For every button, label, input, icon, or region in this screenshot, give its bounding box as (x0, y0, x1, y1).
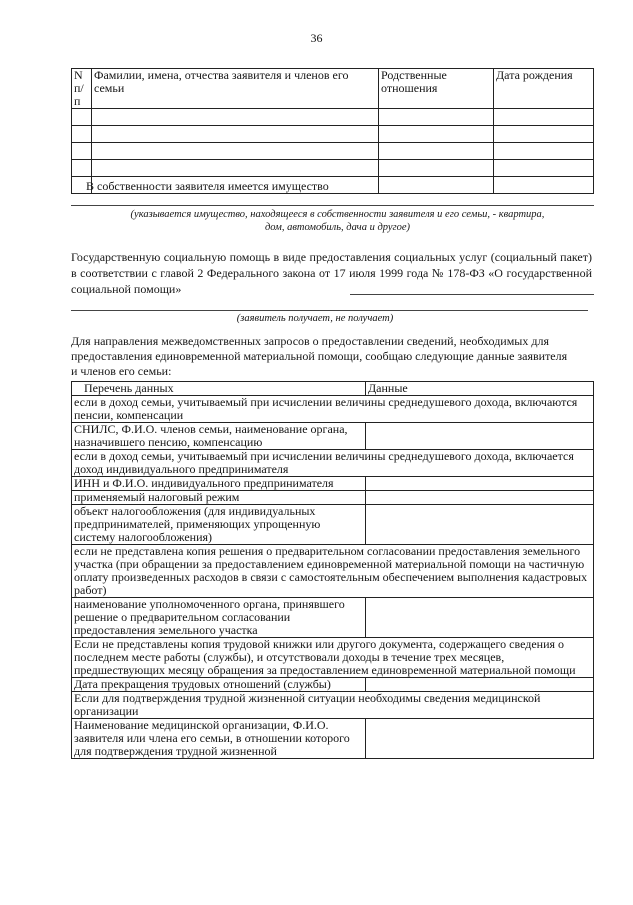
table-cell (92, 143, 379, 160)
table-header-row (72, 382, 594, 396)
property-note: (указывается имущество, находящееся в собственности заявителя и его семьи, - квартира, дом, автомобиль, дача и другое) (130, 209, 545, 233)
table-cell (494, 109, 594, 126)
table-row (72, 423, 594, 450)
table-cell (72, 143, 92, 160)
social-help-fill-line-2 (71, 310, 588, 311)
field-value (366, 505, 594, 545)
table-row (72, 678, 594, 692)
table-row (72, 160, 594, 177)
table-row (72, 477, 594, 491)
table-row (72, 396, 594, 423)
field-label: объект налогообложения (для индивидуальных предпринимателей, применяющих упрощенную систему налогообложения) (72, 505, 366, 545)
field-value (366, 491, 594, 505)
table-cell (494, 177, 594, 194)
section-cell: если в доход семьи, учитываемый при исчислении величины среднедушевого дохода, включаются пенсии, компенсации (72, 396, 594, 423)
table-cell (494, 143, 594, 160)
table-cell (379, 177, 494, 194)
family-members-table (71, 68, 594, 194)
social-help-text: Государственную социальную помощь в виде предоставления социальных услуг (социальный пакет) в соответствии с главой 2 Федерального закона от 17 июля 1999 года № 178-ФЗ «О государственной социальной помощи» (71, 250, 592, 296)
col-relation-header: Родственные отношения (379, 69, 494, 109)
table-cell (72, 160, 92, 177)
table-row (72, 109, 594, 126)
table-cell (494, 160, 594, 177)
table-header-row (72, 69, 594, 109)
table-row (72, 143, 594, 160)
section-cell: Если для подтверждения трудной жизненной ситуации необходимы сведения медицинской организации (72, 692, 594, 719)
col-number-header: N п/п (72, 69, 92, 109)
table-row (72, 491, 594, 505)
table-row (72, 126, 594, 143)
data-header: Данные (366, 382, 594, 396)
field-value (366, 719, 594, 759)
field-label: Наименование медицинской организации, Ф.И.О. заявителя или члена его семьи, в отношении которого для подтверждения трудной жизненной (72, 719, 366, 759)
table-cell (72, 126, 92, 143)
field-value (366, 477, 594, 491)
table-cell (379, 109, 494, 126)
table-cell (379, 143, 494, 160)
section-cell: Если не представлены копия трудовой книжки или другого документа, содержащего сведения о последнем месте работы (службы), и отсутствовали доходы в течение трех месяцев, предшествующих месяцу обращения за предоставлением единовременной материальной помощи (72, 638, 594, 678)
social-help-fill-line (350, 294, 594, 295)
interagency-text: Для направления межведомственных запросов о предоставлении сведений, необходимых для предоставления единовременной материальной помощи, сообщаю следующие данные заявителя и членов его семьи: (71, 334, 568, 378)
table-cell (379, 160, 494, 177)
property-fill-line (71, 205, 594, 206)
table-cell (92, 160, 379, 177)
section-cell: если в доход семьи, учитываемый при исчислении величины среднедушевого дохода, включается доход индивидуального предпринимателя (72, 450, 594, 477)
section-cell: если не представлена копия решения о предварительном согласовании предоставления земельного участка (при обращении за предоставлением единовременной материальной помощи на частичную оплату произведенных расходов в связи с самостоятельным обеспечением выполнения кадастровых работ) (72, 545, 594, 598)
field-label: Дата прекращения трудовых отношений (службы) (72, 678, 366, 692)
table-row (72, 638, 594, 678)
field-label: применяемый налоговый режим (72, 491, 366, 505)
table-row (72, 598, 594, 638)
page-number: 36 (310, 31, 323, 45)
table-row (72, 692, 594, 719)
list-header: Перечень данных (72, 382, 366, 396)
table-cell (72, 109, 92, 126)
col-birthdate-header: Дата рождения (494, 69, 594, 109)
col-names-header: Фамилии, имена, отчества заявителя и членов его семьи (92, 69, 379, 109)
property-line-label: В собственности заявителя имеется имущество (86, 179, 329, 193)
table-cell (494, 126, 594, 143)
field-label: наименование уполномоченного органа, принявшего решение о предварительном согласовании предоставления земельного участка (72, 598, 366, 638)
table-row (72, 719, 594, 759)
table-cell (92, 109, 379, 126)
social-help-note: (заявитель получает, не получает) (236, 313, 394, 324)
field-value (366, 423, 594, 450)
table-cell (92, 126, 379, 143)
table-row (72, 505, 594, 545)
field-label: ИНН и Ф.И.О. индивидуального предпринимателя (72, 477, 366, 491)
table-row (72, 545, 594, 598)
table-row (72, 450, 594, 477)
field-value (366, 678, 594, 692)
requested-data-table (71, 381, 594, 759)
table-cell (379, 126, 494, 143)
field-label: СНИЛС, Ф.И.О. членов семьи, наименование органа, назначившего пенсию, компенсацию (72, 423, 366, 450)
field-value (366, 598, 594, 638)
